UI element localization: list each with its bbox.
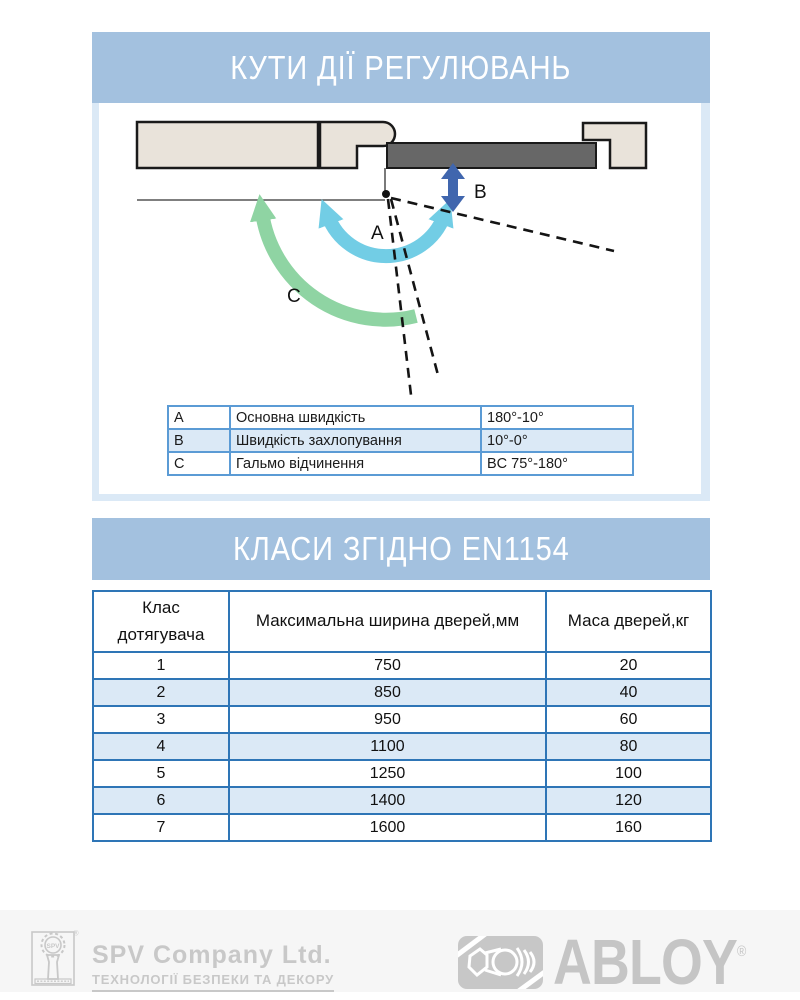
cell-class: 7	[93, 814, 229, 841]
cell-width: 1400	[229, 787, 546, 814]
cell-mass: 160	[546, 814, 711, 841]
table-row	[93, 679, 711, 706]
legend-value: BC 75°-180°	[481, 452, 633, 475]
legend-value: 180°-10°	[481, 406, 633, 429]
cell-width: 950	[229, 706, 546, 733]
cell-width: 750	[229, 652, 546, 679]
abloy-logo	[458, 926, 783, 998]
spv-tagline: ТЕХНОЛОГІЇ БЕЗПЕКИ ТА ДЕКОРУ	[92, 972, 334, 992]
legend-key: B	[168, 429, 230, 452]
cell-class: 2	[93, 679, 229, 706]
column-header-width: Максимальна ширина дверей,мм	[229, 591, 546, 652]
cell-mass: 40	[546, 679, 711, 706]
table-row	[93, 652, 711, 679]
section-classes-title-bar	[92, 518, 710, 580]
abloy-brand-text: ABLOY	[553, 926, 737, 998]
label-b: B	[474, 182, 487, 203]
section-title: КУТИ ДІЇ РЕГУЛЮВАНЬ	[230, 48, 572, 86]
section-title-bar	[92, 32, 710, 103]
table-row	[93, 733, 711, 760]
abloy-padlock-icon	[458, 936, 543, 989]
cell-class: 3	[93, 706, 229, 733]
dashed-line-closing-1	[388, 199, 411, 395]
table-row	[168, 452, 633, 475]
arrow-b-latching-speed	[441, 163, 465, 212]
legend-key: A	[168, 406, 230, 429]
cell-class: 4	[93, 733, 229, 760]
label-a: A	[371, 223, 384, 244]
legend-name: Гальмо відчинення	[230, 452, 481, 475]
en1154-classes-table	[92, 590, 712, 842]
cell-width: 1100	[229, 733, 546, 760]
cell-mass: 120	[546, 787, 711, 814]
table-row	[168, 406, 633, 429]
angle-legend-table	[167, 405, 634, 476]
table-row	[93, 706, 711, 733]
legend-value: 10°-0°	[481, 429, 633, 452]
section-classes-title: КЛАСИ ЗГІДНО EN1154	[232, 530, 570, 567]
abloy-registered-mark: ®	[736, 943, 747, 960]
wall-left	[137, 122, 318, 168]
spv-registered-mark: ®	[73, 930, 79, 938]
cell-class: 6	[93, 787, 229, 814]
door-leaf	[387, 143, 596, 168]
table-row	[93, 814, 711, 841]
diagram-frame	[92, 103, 710, 501]
cell-width: 850	[229, 679, 546, 706]
cell-mass: 100	[546, 760, 711, 787]
spv-logo	[31, 929, 334, 992]
legend-key: C	[168, 452, 230, 475]
legend-name: Основна швидкість	[230, 406, 481, 429]
label-c: C	[287, 286, 301, 307]
legend-name: Швидкість захлопування	[230, 429, 481, 452]
column-header-class: Клас дотягувача	[93, 591, 229, 652]
arc-a-main-speed	[328, 216, 444, 256]
hinge-pivot-point	[382, 190, 390, 198]
cell-mass: 60	[546, 706, 711, 733]
cell-class: 1	[93, 652, 229, 679]
spv-company-name: SPV Company Ltd.	[92, 941, 332, 969]
spv-emblem-text: SPV	[46, 943, 60, 950]
footer	[0, 910, 800, 998]
table-row	[93, 760, 711, 787]
door-frame-hinge-side	[320, 122, 395, 168]
cell-mass: 20	[546, 652, 711, 679]
cell-width: 1250	[229, 760, 546, 787]
abloy-wordmark	[553, 926, 747, 998]
spv-text-block	[92, 941, 334, 992]
cell-width: 1600	[229, 814, 546, 841]
cell-class: 5	[93, 760, 229, 787]
column-header-mass: Маса дверей,кг	[546, 591, 711, 652]
section-adjustment-angles	[92, 32, 710, 501]
cell-mass: 80	[546, 733, 711, 760]
table-header-row	[93, 591, 711, 652]
table-row	[93, 787, 711, 814]
spv-trophy-shape	[47, 955, 59, 979]
spv-emblem-icon	[31, 929, 79, 987]
table-row	[168, 429, 633, 452]
